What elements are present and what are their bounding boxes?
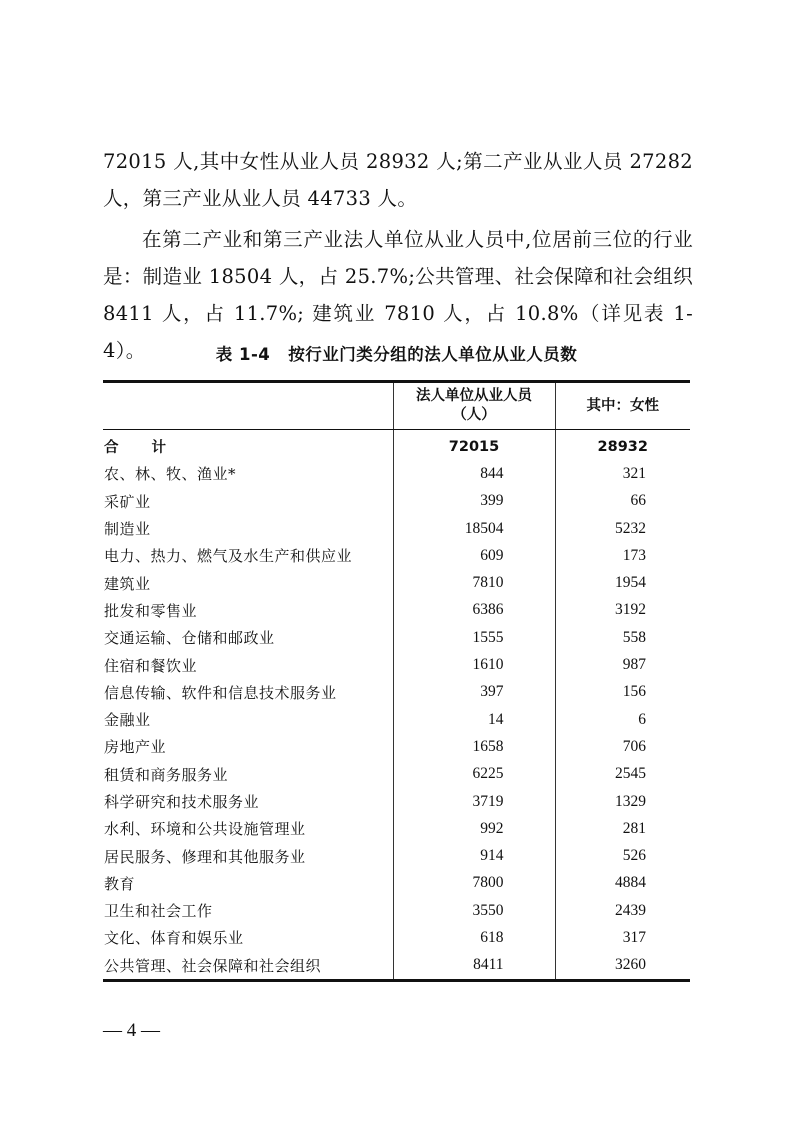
industry-label: 交通运输、仓储和邮政业 [104,629,275,648]
table-row [103,651,690,678]
table-row [103,870,690,897]
header-employees-line1: 法人单位从业人员 [416,388,532,404]
page-number: — 4 — [103,1020,160,1041]
table-row [103,542,690,569]
industry-label: 电力、热力、燃气及水生产和供应业 [104,547,353,566]
total-employees: 72015 [393,430,555,461]
total-female: 28932 [555,430,690,461]
industry-label: 公共管理、社会保障和社会组织 [104,956,322,975]
female-value: 4884 [555,870,690,897]
employees-value: 844 [393,460,555,487]
female-value: 6 [555,706,690,733]
table-row [103,842,690,869]
industry-employment-table [103,380,690,982]
table-row [103,624,690,651]
female-value: 156 [555,679,690,706]
employees-value: 6386 [393,597,555,624]
female-value: 987 [555,651,690,678]
industry-label: 科学研究和技术服务业 [104,793,260,811]
industry-label: 信息传输、软件和信息技术服务业 [104,683,337,702]
paragraph-summary: 72015 人,其中女性从业人员 28932 人;第二产业从业人员 27282 人，第三产业从业人员 44733 人。 [103,150,693,210]
table-row [103,761,690,788]
employees-value: 1610 [393,651,555,678]
female-value: 526 [555,842,690,869]
employees-value: 3550 [393,897,555,924]
table-row [103,952,690,981]
industry-label: 采矿业 [104,492,151,511]
table-row [103,924,690,951]
female-value: 706 [555,733,690,760]
female-value: 2545 [555,761,690,788]
female-value: 281 [555,815,690,842]
industry-label: 房地产业 [104,738,167,757]
female-value: 173 [555,542,690,569]
table-header-row [103,382,690,430]
female-value: 1329 [555,788,690,815]
female-value: 3192 [555,597,690,624]
table-row [103,788,690,815]
female-value: 321 [555,460,690,487]
employees-value: 6225 [393,761,555,788]
employees-value: 7810 [393,569,555,596]
female-value: 5232 [555,515,690,542]
employees-value: 3719 [393,788,555,815]
employees-value: 914 [393,842,555,869]
industry-label: 农、林、牧、渔业* [104,465,237,484]
industry-label: 批发和零售业 [104,601,198,620]
table-row [103,569,690,596]
table-row [103,515,690,542]
industry-label: 水利、环境和公共设施管理业 [104,820,306,839]
female-value: 558 [555,624,690,651]
industry-label: 金融业 [104,711,151,730]
employees-value: 14 [393,706,555,733]
female-value: 2439 [555,897,690,924]
table-row [103,597,690,624]
industry-label: 卫生和社会工作 [104,902,213,921]
employees-value: 399 [393,488,555,515]
industry-label: 建筑业 [104,574,151,593]
table-row [103,733,690,760]
employees-value: 8411 [393,952,555,981]
table-caption [103,341,690,365]
table-row [103,488,690,515]
female-value: 3260 [555,952,690,981]
header-industry [103,382,393,430]
employees-value: 18504 [393,515,555,542]
female-value: 317 [555,924,690,951]
table-row [103,897,690,924]
employees-value: 7800 [393,870,555,897]
table-row-total [103,430,690,461]
header-employees [393,382,555,430]
industry-label: 住宿和餐饮业 [104,656,198,675]
employees-value: 397 [393,679,555,706]
header-female: 其中：女性 [555,382,690,430]
table-row [103,460,690,487]
employees-value: 992 [393,815,555,842]
table-row [103,815,690,842]
industry-label: 居民服务、修理和其他服务业 [104,847,306,866]
employees-value: 609 [393,542,555,569]
employees-value: 1555 [393,624,555,651]
employees-value: 1658 [393,733,555,760]
industry-label: 文化、体育和娱乐业 [104,929,244,948]
total-label: 合 计 [104,440,181,457]
header-employees-unit: （人） [452,407,496,423]
female-value: 1954 [555,569,690,596]
table-row [103,706,690,733]
table-row [103,679,690,706]
industry-label: 制造业 [104,520,151,539]
female-value: 66 [555,488,690,515]
industry-label: 租赁和商务服务业 [104,765,229,784]
industry-label: 教育 [104,874,136,893]
table-title: 按行业门类分组的法人单位从业人员数 [288,345,578,364]
table-number: 表 1-4 [215,345,271,364]
employees-value: 618 [393,924,555,951]
paragraph-top-industries: 在第二产业和第三产业法人单位从业人员中,位居前三位的行业是：制造业 18504 人，占 25.7%;公共管理、社会保障和社会组织 8411 人，占 11.7%; 建筑业 7810 人，占 10.8%（详见表 1-4）。 [103,228,693,362]
